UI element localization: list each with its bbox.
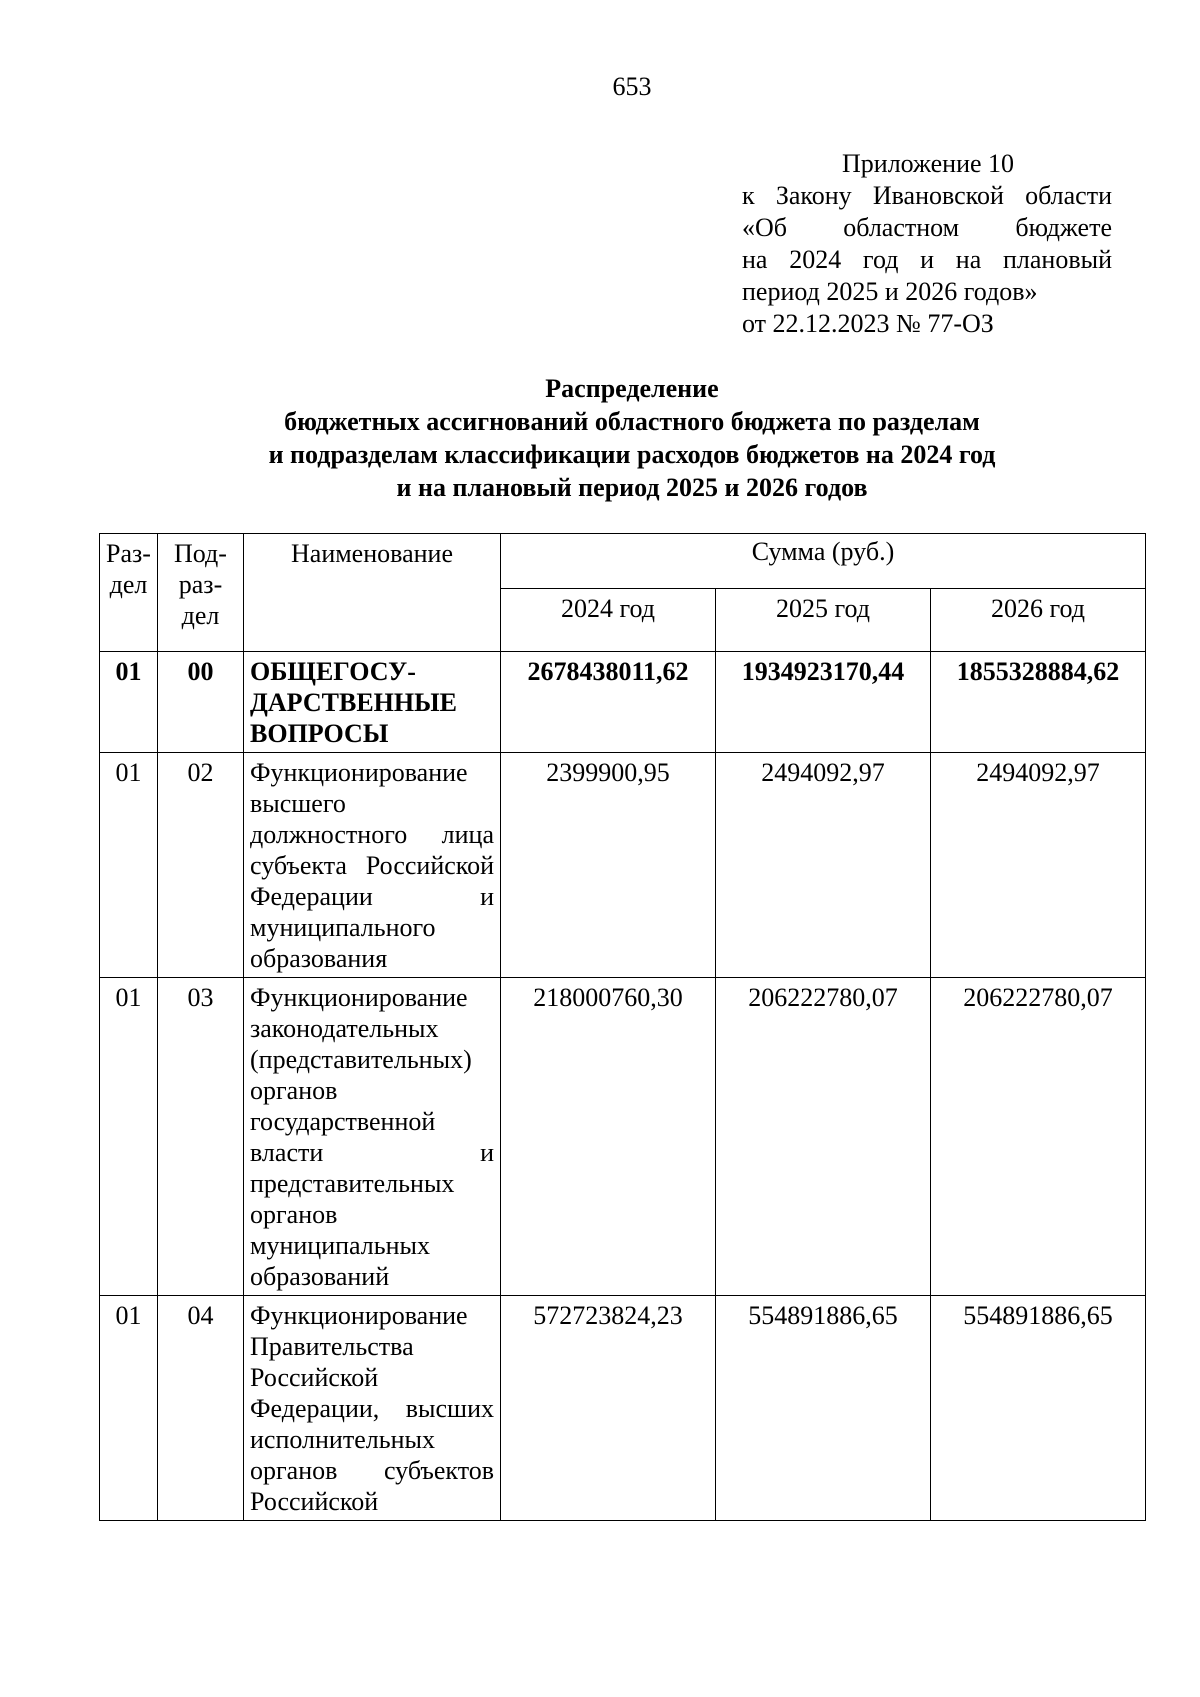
row-value-2026: 554891886,65: [931, 1296, 1146, 1521]
row-value-2026: 2494092,97: [931, 753, 1146, 978]
row-value-2026: 206222780,07: [931, 978, 1146, 1296]
row-value-2024: 2399900,95: [501, 753, 716, 978]
table-row: [100, 1296, 1146, 1521]
appendix-line-3: «Об областном бюджете: [742, 213, 1112, 242]
row-section: 01: [100, 753, 158, 978]
row-subsection: 04: [158, 1296, 244, 1521]
row-name: Функционирование законодательных (представительных) органов государственной власти и представительных органов муниципальных образований: [244, 978, 501, 1296]
row-subsection: 03: [158, 978, 244, 1296]
header-row: [100, 534, 1146, 589]
row-value-2025: 2494092,97: [716, 753, 931, 978]
row-name: Функционирование высшего должностного лица субъекта Российской Федерации и муниципального образования: [244, 753, 501, 978]
table-row: [100, 978, 1146, 1296]
row-subsection: 00: [158, 652, 244, 753]
title-line-3: и подразделам классификации расходов бюджетов на 2024 год: [268, 440, 996, 469]
appendix-line-4: на 2024 год и на плановый: [742, 245, 1112, 274]
row-name: Функционирование Правительства Российской Федерации, высших исполнительных органов субъектов Российской: [244, 1296, 501, 1521]
row-value-2024: 572723824,23: [501, 1296, 716, 1521]
row-value-2024: 218000760,30: [501, 978, 716, 1296]
row-section: 01: [100, 652, 158, 753]
header-year-2024: 2024 год: [501, 588, 716, 651]
header-name: Наименование: [244, 534, 501, 652]
header-year-2026: 2026 год: [931, 588, 1146, 651]
header-section: Раз-дел: [100, 534, 158, 652]
appendix-block: [742, 148, 1112, 340]
row-value-2026: 1855328884,62: [931, 652, 1146, 753]
document-title: [100, 372, 1164, 504]
title-line-1: Распределение: [545, 374, 719, 403]
row-value-2025: 1934923170,44: [716, 652, 931, 753]
header-subsection: Под-раз-дел: [158, 534, 244, 652]
row-section: 01: [100, 978, 158, 1296]
appendix-line-5: период 2025 и 2026 годов»: [742, 277, 1038, 306]
row-subsection: 02: [158, 753, 244, 978]
row-value-2025: 554891886,65: [716, 1296, 931, 1521]
appendix-line-2: к Закону Ивановской области: [742, 181, 1112, 210]
title-line-2: бюджетных ассигнований областного бюджета по разделам: [284, 407, 980, 436]
row-section: 01: [100, 1296, 158, 1521]
budget-table: [99, 533, 1146, 1521]
header-year-2025: 2025 год: [716, 588, 931, 651]
title-line-4: и на плановый период 2025 и 2026 годов: [396, 473, 868, 502]
appendix-line-1: Приложение 10: [842, 149, 1015, 178]
table-row: [100, 753, 1146, 978]
page-number: 653: [612, 72, 652, 101]
table-row: [100, 652, 1146, 753]
header-sum: Сумма (руб.): [501, 534, 1146, 589]
row-name: ОБЩЕГОСУ-ДАРСТВЕННЫЕ ВОПРОСЫ: [244, 652, 501, 753]
row-value-2024: 2678438011,62: [501, 652, 716, 753]
row-value-2025: 206222780,07: [716, 978, 931, 1296]
appendix-line-6: от 22.12.2023 № 77-ОЗ: [742, 309, 994, 338]
